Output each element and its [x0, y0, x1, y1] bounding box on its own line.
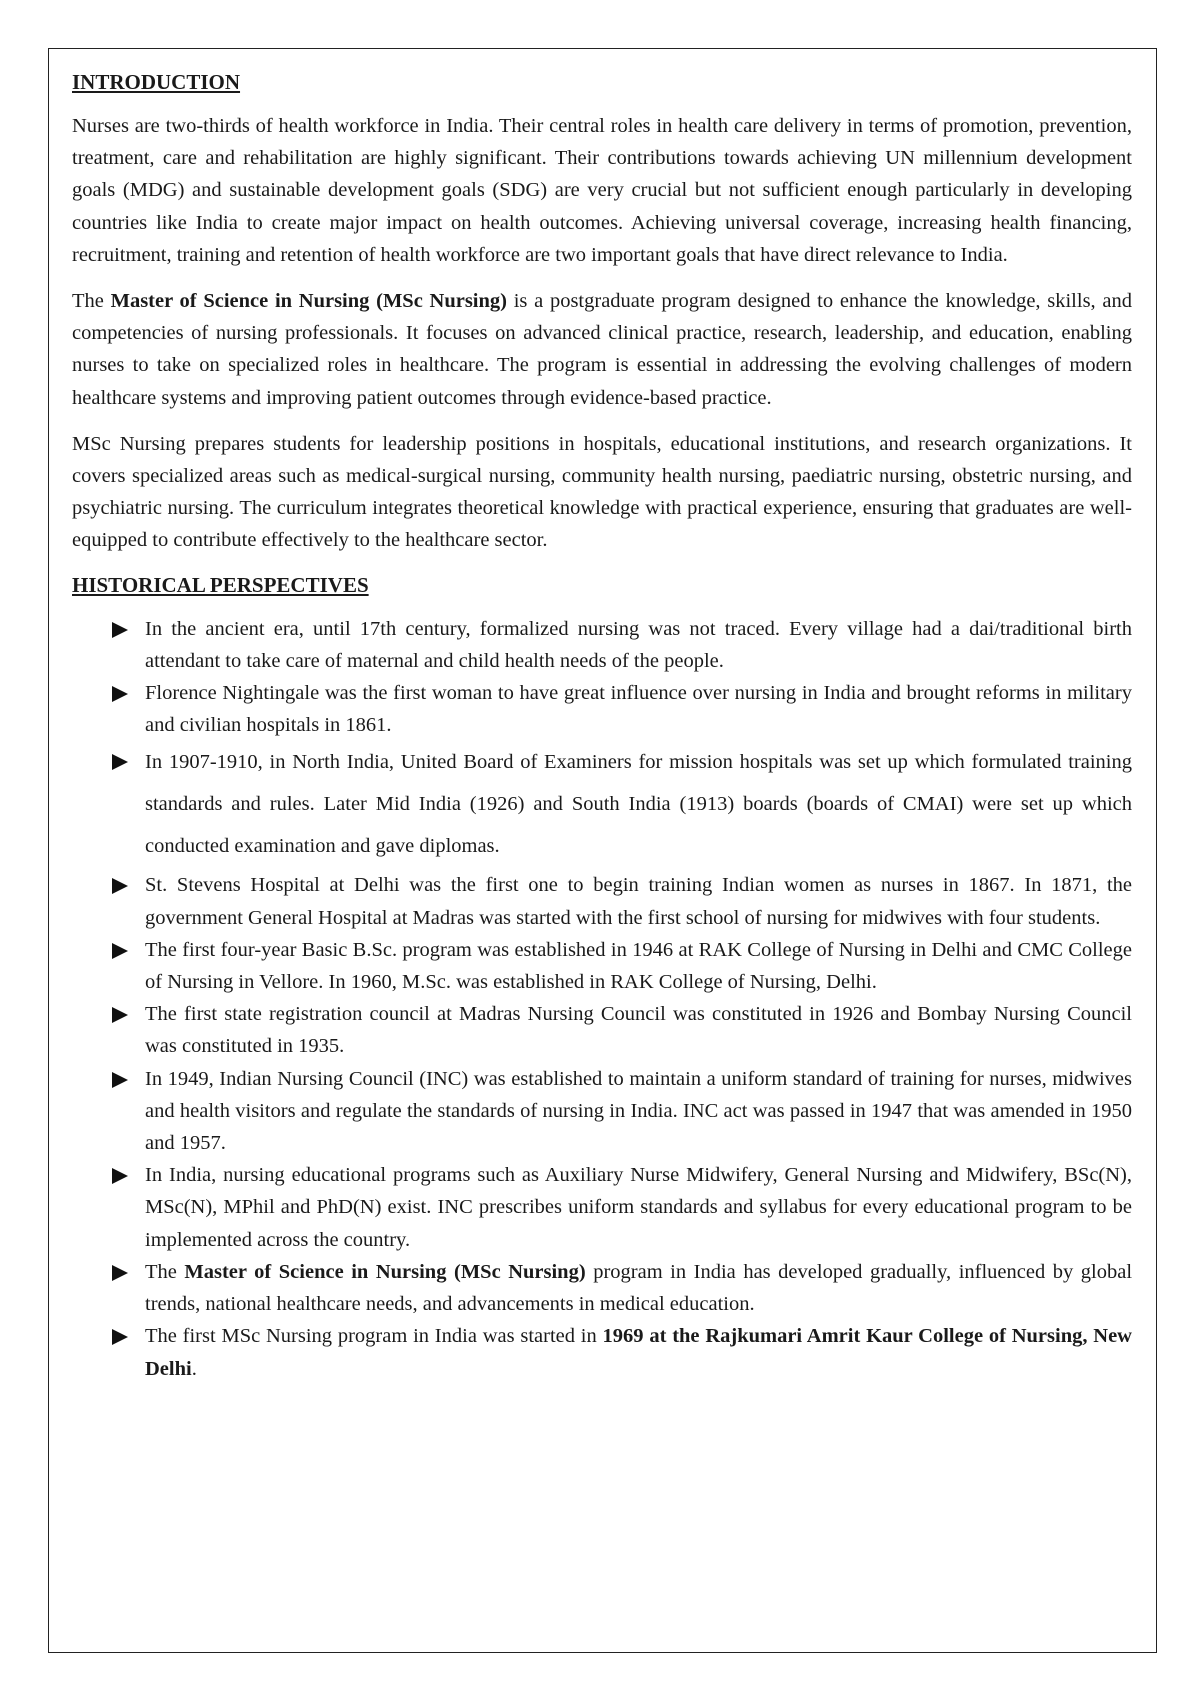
bullet-arrow-icon	[112, 943, 128, 959]
bullet-text: Florence Nightingale was the first woman to have great influence over nursing in India and brought reforms in military and civilian hospitals in 1861.	[145, 682, 1132, 737]
history-bullet-6	[72, 998, 1132, 1062]
bullet-arrow-icon	[112, 754, 128, 770]
intro-paragraph-2-bold: Master of Science in Nursing (MSc Nursing)	[110, 290, 507, 313]
history-bullet-2	[72, 677, 1132, 741]
bullet-text-rest: .	[191, 1357, 197, 1380]
bullet-text-bold: Master of Science in Nursing (MSc Nursing)	[184, 1260, 586, 1283]
bullet-arrow-icon	[112, 1329, 128, 1345]
introduction-heading: INTRODUCTION	[72, 70, 241, 94]
history-bullet-10	[72, 1320, 1132, 1384]
document-body	[72, 68, 1132, 1385]
bullet-text: In 1949, Indian Nursing Council (INC) was established to maintain a uniform standard of training for nurses, midwives and health visitors and regulate the standards of nursing in India. INC act was passed in 1947 that was amended in 1950 and 1957.	[145, 1067, 1132, 1155]
intro-paragraph-2-rest: is a postgraduate program designed to enhance the knowledge, skills, and competencies of nursing professionals. It focuses on advanced clinical practice, research, leadership, and education, enabling nurses to take on specialized roles in healthcare. The program is essential in addressing the evolving challenges of modern healthcare systems and improving patient outcomes through evidence-based practice.	[72, 290, 1133, 409]
bullet-text: In India, nursing educational programs such as Auxiliary Nurse Midwifery, General Nursing and Midwifery, BSc(N), MSc(N), MPhil and PhD(N) exist. INC prescribes uniform standards and syllabus for every educational program to be implemented across the country.	[145, 1164, 1132, 1251]
bullet-text-rest: program in India has developed gradually, influenced by global trends, national healthcare needs, and advancements in medical education.	[145, 1260, 1133, 1316]
bullet-arrow-icon	[112, 1168, 128, 1184]
bullet-arrow-icon	[112, 1007, 128, 1023]
bullet-arrow-icon	[112, 1072, 128, 1088]
bullet-text: The first state registration council at Madras Nursing Council was constituted in 1926 and Bombay Nursing Council was constituted in 1935.	[145, 1003, 1132, 1058]
bullet-text-lead: The	[145, 1260, 185, 1283]
history-bullet-7	[72, 1063, 1132, 1160]
bullet-arrow-icon	[112, 622, 128, 638]
history-bullet-4	[72, 869, 1132, 933]
bullet-text: St. Stevens Hospital at Delhi was the first one to begin training Indian women as nurses in 1867. In 1871, the government General Hospital at Madras was started with the first school of nursing for midwives with four students.	[145, 874, 1132, 929]
intro-paragraph-2-lead: The	[72, 290, 111, 313]
history-bullet-1	[72, 613, 1132, 677]
history-bullet-list	[72, 613, 1132, 1385]
intro-paragraph-3: MSc Nursing prepares students for leadership positions in hospitals, educational institutions, and research organizations. It covers specialized areas such as medical-surgical nursing, community health nursing, paediatric nursing, obstetric nursing, and psychiatric nursing. The curriculum integrates theoretical knowledge with practical experience, ensuring that graduates are well-equipped to contribute effectively to the healthcare sector.	[72, 432, 1132, 552]
bullet-text: In 1907-1910, in North India, United Board of Examiners for mission hospitals was set up which formulated training standards and rules. Later Mid India (1926) and South India (1913) boards (boards of CMAI) were set up which conducted examination and gave diplomas.	[145, 751, 1132, 858]
history-bullet-3	[72, 741, 1132, 867]
historical-perspectives-heading: HISTORICAL PERSPECTIVES	[72, 572, 369, 597]
bullet-arrow-icon	[112, 1265, 128, 1281]
bullet-arrow-icon	[112, 878, 128, 894]
history-bullet-9	[72, 1256, 1132, 1320]
bullet-text-lead: The first MSc Nursing program in India was started in	[145, 1325, 603, 1348]
bullet-text: In the ancient era, until 17th century, formalized nursing was not traced. Every village had a dai/traditional birth attendant to take care of maternal and child health needs of the people.	[145, 617, 1132, 672]
history-bullet-5	[72, 934, 1132, 998]
intro-paragraph-2	[72, 285, 1132, 414]
bullet-text: The first four-year Basic B.Sc. program was established in 1946 at RAK College of Nursing in Delhi and CMC College of Nursing in Vellore. In 1960, M.Sc. was established in RAK College of Nursing, Delhi.	[145, 938, 1132, 994]
bullet-text-bold: 1969 at the Rajkumari Amrit Kaur College of Nursing, New Delhi	[145, 1325, 1132, 1380]
history-bullet-8	[72, 1159, 1132, 1256]
bullet-arrow-icon	[112, 686, 128, 702]
intro-paragraph-1: Nurses are two-thirds of health workforce in India. Their central roles in health care delivery in terms of promotion, prevention, treatment, care and rehabilitation are highly significant. Their contributions towards achieving UN millennium development goals (MDG) and sustainable development goals (SDG) are very crucial but not sufficient enough particularly in developing countries like India to create major impact on health outcomes. Achieving universal coverage, increasing health financing, recruitment, training and retention of health workforce are two important goals that have direct relevance to India.	[72, 115, 1132, 266]
